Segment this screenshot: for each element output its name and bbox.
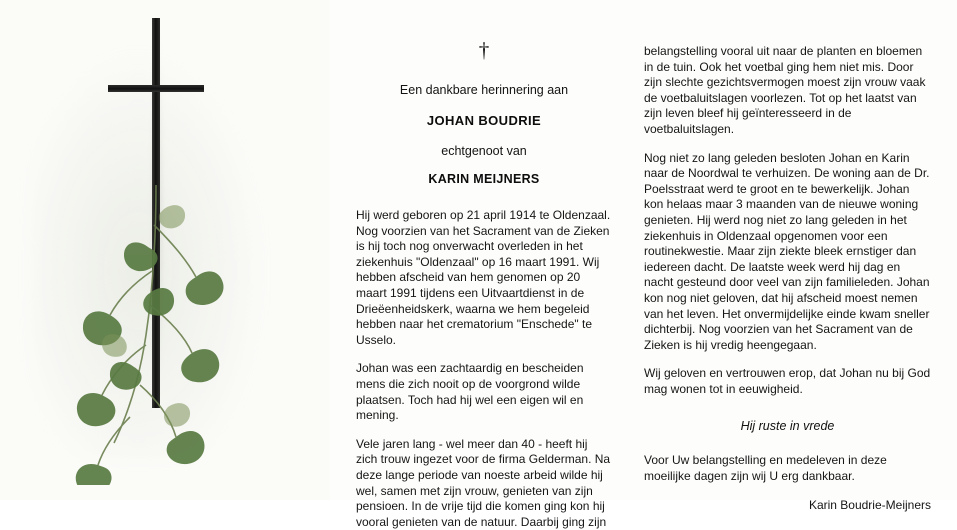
text-column-right xyxy=(630,0,957,512)
cross-crossbar-icon xyxy=(108,85,204,92)
signature-line: Karin Boudrie-Meijners xyxy=(808,497,931,512)
body-paragraph: Hij werd geboren op 21 april 1914 te Oldenzaal. Nog voorzien van het Sacrament van de Zieken is hij toch nog onverwacht overleden in het ziekenhuis "Oldenzaal" op 16 maart 1991. Wij hebben afscheid van hem genomen op 20 maart 1991 tijdens een Uitvaartdienst in de Drieëenheidskerk, waarna we hem begeleid hebben naar het crematorium "Enschede" te Usselo. xyxy=(356,208,611,347)
ivy-branch-icon xyxy=(60,185,290,485)
memorial-lead-line: Een dankbare herinnering aan xyxy=(399,83,569,97)
body-paragraph: belangstelling vooral uit naar de planten en bloemen in de tuin. Ook het voetbal ging hem niet mis. Door zijn slechte gezichtsvermogen moest zijn vrouw vaak de voetbaluitslagen voorlezen. Tot op het laatst van zijn leven bleef hij geïnteresseerd in de voetbaluitslagen. xyxy=(644,44,926,136)
body-paragraph: Wij geloven en vertrouwen erop, dat Johan nu bij God mag wonen tot in eeuwigheid. xyxy=(644,366,931,396)
closing-paragraph: Voor Uw belangstelling en medeleven in deze moeilijke dagen zijn wij U erg dankbaar. xyxy=(644,453,887,484)
body-paragraph: Nog niet zo lang geleden besloten Johan en Karin naar de Noordwal te verhuizen. De woning aan de Dr. Poelsstraat werd te groot en te bewerkelijk. Johan kon helaas maar 3 maanden van de nieuwe woning genieten. Hij werd nog niet zo lang geleden in het ziekenhuis in Oldenzaal opgenomen voor een routinekwestie. Maar zijn ziekte bleek ernstiger dan iedereen dacht. De laatste week werd hij dag en nacht gesteund door veel van zijn familieleden. Johan kon nog niet geloven, dat hij afscheid moest nemen van het leven. Het onvermijdelijke einde kwam sneller dichterbij. Nog voorzien van het Sacrament van de Zieken is hij vredig heengegaan. xyxy=(644,150,930,352)
cross-glyph-icon: † xyxy=(478,38,490,62)
body-paragraph: Vele jaren lang - wel meer dan 40 - heeft hij zich trouw ingezet voor de firma Gelderman. Na deze lange periode van noeste arbeid wilde hij wel, samen met zijn vrouw, genieten van zijn pensioen. In de vrije tijd die komen ging kon hij vooral genieten van de natuur. Daarbij ging zijn xyxy=(356,436,611,529)
relation-label: echtgenoot van xyxy=(441,144,527,158)
rest-in-peace-line: Hij ruste in vrede xyxy=(740,419,835,434)
body-paragraph: Johan was een zachtaardig en bescheiden mens die zich nooit op de voorgrond wilde plaatsen. Toch had hij wel een eigen wil en mening. xyxy=(356,361,584,423)
text-column-middle xyxy=(330,0,630,529)
illustration-panel xyxy=(0,0,330,500)
spouse-name: KARIN MEIJNERS xyxy=(428,172,540,186)
deceased-name: JOHAN BOUDRIE xyxy=(426,113,542,128)
